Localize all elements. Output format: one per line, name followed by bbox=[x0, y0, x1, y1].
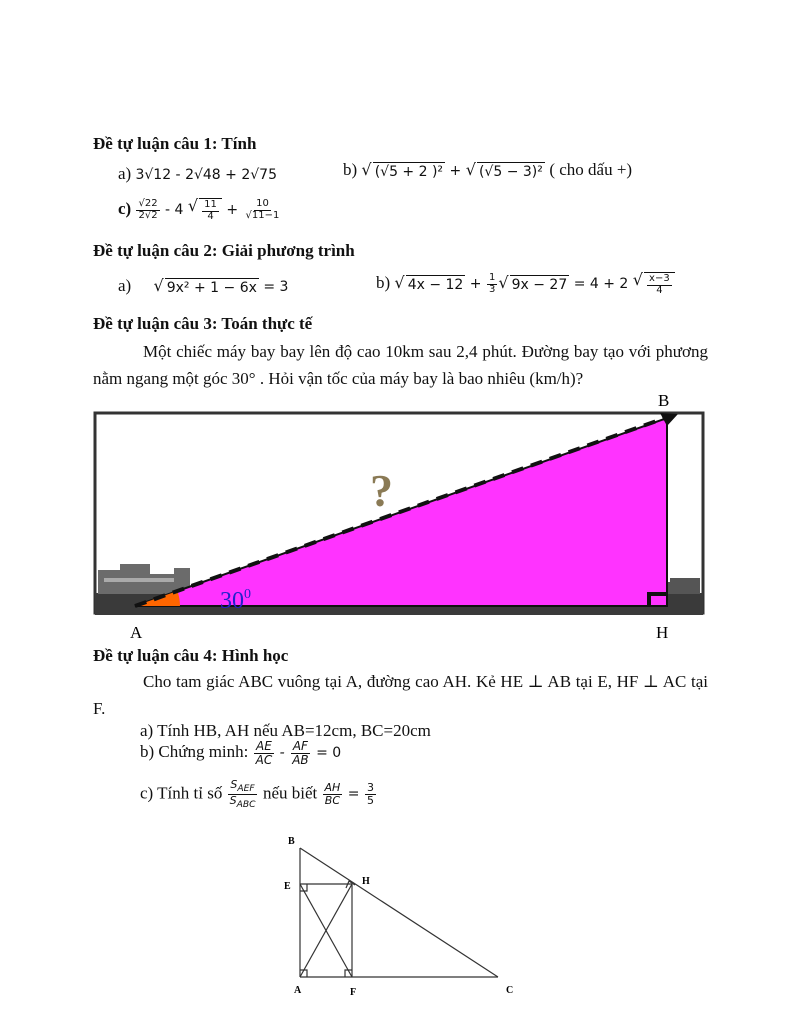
q2-a-label: a) bbox=[118, 276, 132, 295]
q2-a-expression: √ 9x² + 1 − 6x = 3 bbox=[153, 276, 289, 296]
q4-part-c bbox=[140, 779, 377, 810]
q1-part-c bbox=[118, 198, 282, 222]
angle-label: $30^0$ bbox=[220, 587, 251, 614]
geo-label-a: A bbox=[294, 985, 302, 996]
q2-part-b bbox=[376, 272, 675, 296]
q4-b-prefix: b) Chứng minh: bbox=[140, 742, 249, 762]
label-a: A bbox=[130, 623, 143, 642]
q1-part-b bbox=[343, 160, 632, 180]
q4-heading: Đề tự luận câu 4: Hình học bbox=[93, 646, 289, 665]
geo-label-b: B bbox=[288, 836, 295, 847]
q1-part-a bbox=[118, 164, 277, 184]
q4-c-mid: nếu biết bbox=[262, 783, 318, 803]
q1-b-label: b) bbox=[343, 160, 358, 179]
airplane-figure bbox=[90, 388, 715, 643]
q1-a-label: a) bbox=[118, 164, 132, 183]
q3-problem-text: Một chiếc máy bay bay lên độ cao 10km sau 2,4 phút. Đường bay tạo với phương nằm ngang một góc 30° . Hỏi vận tốc của máy bay là bao nhiêu (km/h)? bbox=[93, 342, 708, 388]
q3-heading: Đề tự luận câu 3: Toán thực tế bbox=[93, 314, 313, 333]
geo-label-h: H bbox=[362, 876, 370, 887]
label-h: H bbox=[656, 623, 669, 642]
geo-label-c: C bbox=[506, 985, 514, 996]
geo-label-e: E bbox=[284, 881, 291, 892]
q4-c-ratio: $\frac{S_{AEF}}{S_{ABC}}$ bbox=[229, 778, 256, 810]
q2-part-a bbox=[118, 276, 288, 296]
q1-b-note: ( cho dấu +) bbox=[549, 160, 633, 179]
q2-b-label: b) bbox=[376, 273, 391, 292]
question-mark-icon: ? bbox=[370, 465, 393, 516]
q1-heading: Đề tự luận câu 1: Tính bbox=[93, 134, 257, 153]
q1-c-expression: $\frac{√22}{2√2}$ - 4 √ $\frac{11}{4}$ + $\frac{10}{√11-1}$ bbox=[138, 196, 280, 222]
q1-a-expression: 3√12 - 2√48 + 2√75 bbox=[135, 167, 277, 183]
side-bc bbox=[300, 848, 498, 977]
q4-problem-text: Cho tam giác ABC vuông tại A, đường cao AH. Kẻ HE ⊥ AB tại E, HF ⊥ AC tại F. bbox=[93, 672, 708, 718]
q4-b-expression: $\frac{AE}{AC}$ - $\frac{AF}{AB}$ = 0 bbox=[255, 739, 342, 767]
geometry-figure bbox=[280, 830, 530, 1005]
q4-part-b bbox=[140, 740, 341, 766]
q4-c-prefix: c) Tính tỉ số bbox=[140, 783, 223, 803]
label-b: B bbox=[658, 391, 670, 410]
q1-c-label: c) bbox=[118, 199, 132, 218]
geo-label-f: F bbox=[350, 987, 357, 998]
q2-b-expression: √ 4x − 12 + $\frac{1}{3}$ √ 9x − 27 = 4 + 2 √ $\frac{x-3}{4}$ bbox=[394, 276, 674, 292]
q1-b-expression: √ (√5 + 2 )² + √ (√5 − 3)² bbox=[361, 160, 543, 180]
q2-heading: Đề tự luận câu 2: Giải phương trình bbox=[93, 241, 355, 260]
q4-c-condition: $\frac{AH}{BC}$ = $\frac{3}{5}$ bbox=[324, 781, 374, 807]
q4-part-a: a) Tính HB, AH nếu AB=12cm, BC=20cm bbox=[140, 721, 431, 740]
